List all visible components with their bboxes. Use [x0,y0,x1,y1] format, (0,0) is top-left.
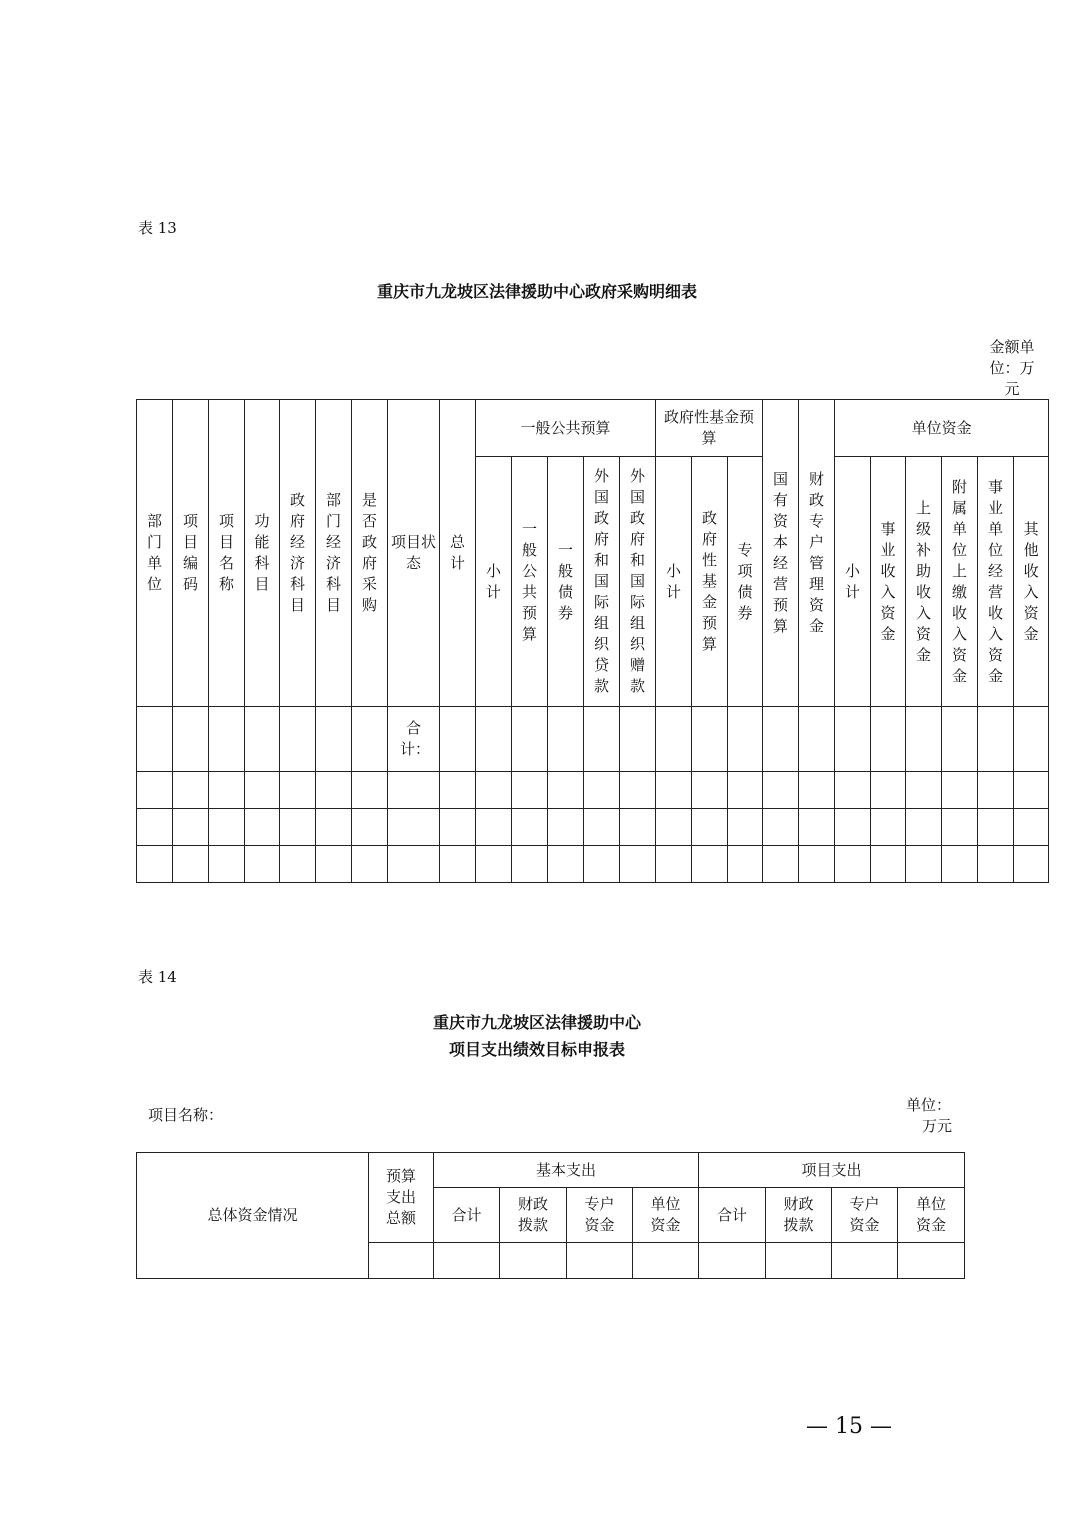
header-is-gov-purchase: 是否政府采购 [352,400,388,707]
table14-label: 表 14 [138,968,177,986]
header-gb-foreign-loan: 外国政府和国际组织贷款 [584,457,620,707]
project-name-label: 项目名称： [148,1106,224,1124]
basic-fiscal-header: 财政拨款 [500,1188,567,1243]
header-function-subject: 功能科目 [245,400,280,707]
table13-title: 重庆市九龙坡区法律援助中心政府采购明细表 [376,282,697,301]
table-row [137,809,1049,846]
table13-unit: 金额单位：万元 [989,338,1035,398]
header-fiscal-special-fund: 财政专户管理资金 [799,400,835,707]
header-gb-subtotal: 小计 [476,457,512,707]
header-state-capital-budget: 国有资本经营预算 [763,400,799,707]
header-gb-general: 一般公共预算 [512,457,548,707]
basic-total-header: 合计 [434,1188,500,1243]
budget-total-label: 预算支出总额 [369,1153,434,1243]
table13-label: 表 13 [138,219,177,237]
table14-title-line1: 重庆市九龙坡区法律援助中心 [432,1013,641,1032]
header-gov-econ-subject: 政府经济科目 [280,400,316,707]
basic-expense-header: 基本支出 [434,1153,699,1188]
basic-special-header: 专户资金 [567,1188,633,1243]
header-uf-subtotal: 小计 [835,457,871,707]
header-dept-econ-subject: 部门经济科目 [316,400,352,707]
procurement-detail-table [136,399,1049,883]
header-gov-fund-budget: 政府性基金预算 [656,400,763,457]
header-general-budget: 一般公共预算 [476,400,656,457]
project-total-header: 合计 [699,1188,766,1243]
header-uf-operating-income: 事业单位经营收入资金 [978,457,1014,707]
table-row-total [137,707,1049,772]
header-gf-fund: 政府性基金预算 [692,457,728,707]
project-special-header: 专户资金 [832,1188,898,1243]
table-row [137,772,1049,809]
header-gb-foreign-grant: 外国政府和国际组织赠款 [620,457,656,707]
performance-target-table [136,1152,965,1279]
table-row [137,846,1049,883]
header-uf-other-income: 其他收入资金 [1014,457,1049,707]
table14-unit-line1: 单位： [906,1096,952,1114]
header-project-status: 项目状态 [388,400,440,707]
header-project-code: 项目编码 [173,400,209,707]
total-row-label: 合计： [388,707,440,772]
project-expense-header: 项目支出 [699,1153,965,1188]
project-fiscal-header: 财政拨款 [766,1188,832,1243]
basic-unit-header: 单位资金 [633,1188,699,1243]
page-number: — 15 — [806,1414,892,1439]
header-gb-bond: 一般债券 [548,457,584,707]
header-project-name: 项目名称 [209,400,245,707]
header-uf-affiliated-income: 附属单位上缴收入资金 [942,457,978,707]
overall-funds-label: 总体资金情况 [137,1153,369,1279]
header-uf-business-income: 事业收入资金 [871,457,906,707]
header-total: 总计 [440,400,476,707]
project-unit-header: 单位资金 [898,1188,965,1243]
header-unit-funds: 单位资金 [835,400,1049,457]
header-dept-unit: 部门单位 [137,400,173,707]
table14-unit-line2: 万元 [922,1117,953,1135]
header-uf-superior-subsidy: 上级补助收入资金 [906,457,942,707]
header-gf-subtotal: 小计 [656,457,692,707]
table14-title-line2: 项目支出绩效目标申报表 [448,1040,625,1059]
header-gf-special-bond: 专项债券 [728,457,763,707]
